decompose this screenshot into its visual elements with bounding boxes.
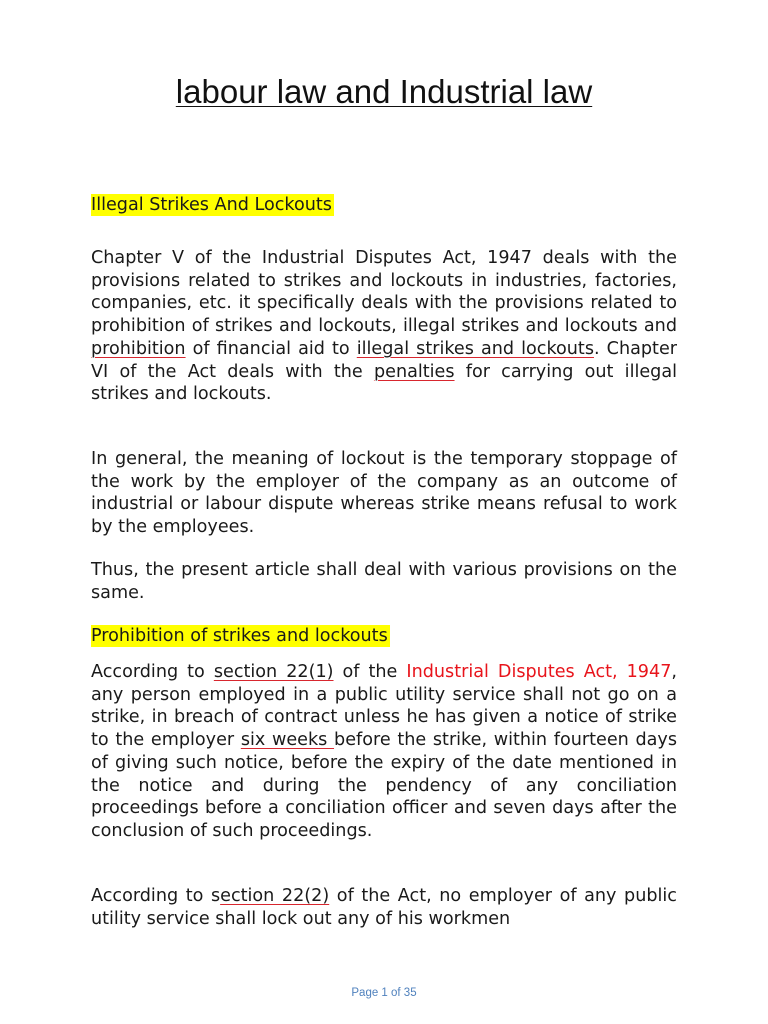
prohibition-link[interactable]: prohibition [91,338,186,359]
paragraph-1-text-a: Chapter V of the Industrial Disputes Act, 1947 deals with the provisions related to strikes and lockouts in industries, factories, companies, etc. it specifically deals with the provisions related to prohibition of strikes and lockouts, illegal strikes and lockouts and [91,248,677,337]
penalties-link[interactable]: penalties [373,361,455,382]
paragraph-5-text-b: of the Act, no employer of any public utility service shall lock out any of his workmen [91,886,677,929]
paragraph-5 [91,885,677,930]
industrial-disputes-act-link[interactable]: Industrial Disputes Act, 1947 [406,662,672,682]
paragraph-2: In general, the meaning of lockout is the temporary stoppage of the work by the employer of the company as an outcome of industrial or labour dispute whereas strike means refusal to work by the employees. [91,449,677,538]
paragraph-1-wrap [91,247,677,406]
paragraph-5-wrap [91,885,677,930]
document-title: labour law and Industrial law [175,73,593,110]
section-heading-prohibition-wrap [91,625,677,648]
section-heading-illegal-strikes: Illegal Strikes And Lockouts [91,195,332,215]
paragraph-5-text-a: According to s [91,886,221,906]
paragraph-2-wrap [91,448,677,539]
six-weeks-link[interactable]: six weeks [240,730,335,751]
paragraph-4-text-d: before the strike, within fourteen days of giving such notice, before the expiry of the date mentioned in the notice and during the pendency of any conciliation proceedings before a conciliation officer and seven days after the conclusion of such proceedings. [91,730,677,841]
paragraph-1-text-b: of financial aid to [185,338,357,359]
page-number-footer: Page 1 of 35 [351,987,417,999]
paragraph-1-text-d: for carrying out illegal strikes and lockouts. [91,361,678,405]
section-22-1-link[interactable]: section 22(1) [213,662,334,682]
section-heading-illegal-strikes-wrap [91,194,677,217]
paragraph-1 [91,247,677,406]
paragraph-4-text-c: , any person employed in a public utility service shall not go on a strike, in breach of contract unless he has given a notice of strike to the employer [91,662,677,751]
section-22-2-link[interactable]: ection 22(2) [220,886,330,906]
illegal-strikes-link[interactable]: illegal strikes and lockouts [356,338,594,359]
section-heading-prohibition: Prohibition of strikes and lockouts [91,626,388,646]
paragraph-4 [91,661,677,843]
paragraph-3-wrap [91,559,677,604]
paragraph-4-wrap [91,661,677,843]
paragraph-1-text-c: . Chapter VI of the Act deals with the [91,338,677,382]
paragraph-4-text-a: According to [91,662,214,682]
paragraph-4-text-b: of the [333,662,407,682]
paragraph-3: Thus, the present article shall deal with various provisions on the same. [91,560,677,603]
